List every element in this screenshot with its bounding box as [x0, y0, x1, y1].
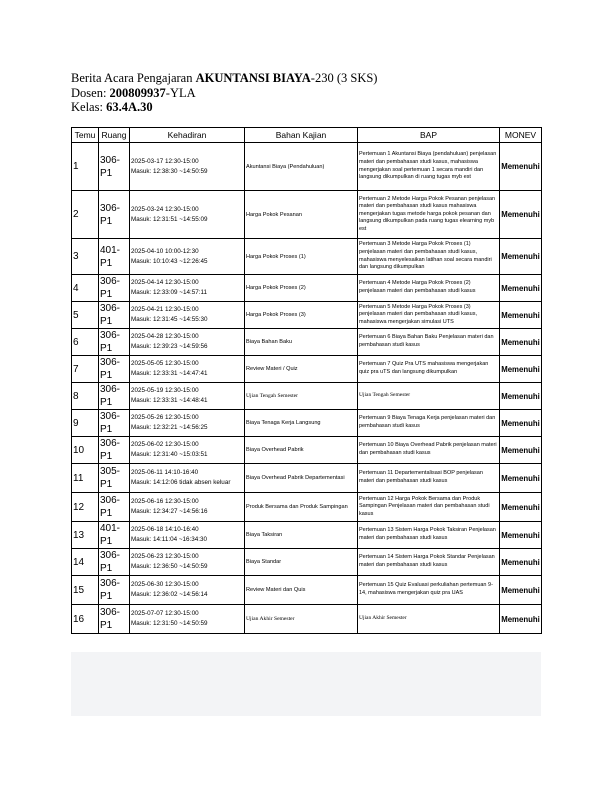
room-cell: 306-P1 — [99, 383, 130, 410]
table-row — [72, 576, 542, 605]
topic-cell: Ujian Tengah Semester — [245, 383, 358, 410]
schedule-time: 2025-03-24 12:30-15:00 — [131, 205, 199, 213]
col-header-bap: BAP — [358, 128, 500, 143]
room-cell: 306-P1 — [99, 275, 130, 302]
room-cell: 306-P1 — [99, 356, 130, 383]
table-row — [72, 410, 542, 437]
topic-cell: Produk Bersama dan Produk Sampingan — [245, 493, 358, 522]
bap-cell: Ujian Tengah Semester — [358, 383, 500, 410]
lecturer-suffix: -YLA — [165, 85, 196, 100]
room-cell: 306-P1 — [99, 576, 130, 605]
attendance-cell — [130, 383, 245, 410]
course-name: AKUNTANSI BIAYA — [195, 71, 311, 85]
check-in-time: Masuk: 12:32:21 ~14:56:25 — [131, 424, 208, 431]
monev-cell: Memenuhi — [500, 383, 542, 410]
schedule-time: 2025-03-17 12:30-15:00 — [131, 157, 199, 165]
meeting-number: 11 — [72, 464, 99, 493]
check-in-time: Masuk: 12:33:31 ~14:47:41 — [131, 370, 208, 377]
class-label: Kelas: — [71, 100, 107, 114]
monev-cell: Memenuhi — [500, 275, 542, 302]
room-cell: 401-P1 — [99, 522, 130, 549]
bap-cell: Pertemuan 14 Sistem Harga Pokok Standar Penjelasan materi dan pembahasan studi kasus — [358, 549, 500, 576]
table-row — [72, 191, 542, 239]
table-row — [72, 329, 542, 356]
check-in-time: Masuk: 12:39:23 ~14:59:56 — [131, 343, 208, 350]
meeting-number: 8 — [72, 383, 99, 410]
schedule-time: 2025-04-14 12:30-15:00 — [131, 279, 199, 286]
bap-cell: Pertemuan 1 Akuntansi Biaya (pendahuluan) penjelasan materi dan pembahasan studi kasus, mahasiswa mengerjakan soal pertemuan 1 secara mandiri dan langsung dikumpulkan di ruang tugas myb est — [358, 143, 500, 191]
check-in-time: Masuk: 14:12:06 tidak absen keluar — [131, 479, 231, 486]
schedule-time: 2025-06-02 12:30-15:00 — [131, 441, 199, 448]
bap-cell: Pertemuan 10 Biaya Overhead Pabrik penjelasan materi dan pembahasan studi kasus — [358, 437, 500, 464]
monev-cell: Memenuhi — [500, 437, 542, 464]
topic-cell: Ujian Akhir Semester — [245, 605, 358, 634]
room-cell: 401-P1 — [99, 239, 130, 275]
topic-cell: Review Materi / Quiz — [245, 356, 358, 383]
col-header-attendance: Kehadiran — [130, 128, 245, 143]
schedule-time: 2025-04-21 12:30-15:00 — [131, 306, 199, 313]
room-cell: 306-P1 — [99, 493, 130, 522]
meeting-number: 14 — [72, 549, 99, 576]
check-in-time: Masuk: 12:36:02 ~14:56:14 — [131, 591, 208, 598]
check-in-time: Masuk: 12:33:09 ~14:57:11 — [131, 289, 208, 296]
room-cell: 305-P1 — [99, 464, 130, 493]
attendance-cell — [130, 493, 245, 522]
table-row — [72, 356, 542, 383]
class-code: 63.4A.30 — [106, 100, 153, 114]
table-row — [72, 143, 542, 191]
monev-cell: Memenuhi — [500, 605, 542, 634]
schedule-time: 2025-06-23 12:30-15:00 — [131, 553, 199, 560]
col-header-meeting: Temu — [72, 128, 99, 143]
meeting-number: 6 — [72, 329, 99, 356]
monev-cell: Memenuhi — [500, 239, 542, 275]
course-suffix: -230 (3 SKS) — [310, 71, 378, 85]
table-row — [72, 605, 542, 634]
table-row — [72, 522, 542, 549]
attendance-cell — [130, 239, 245, 275]
meeting-number: 12 — [72, 493, 99, 522]
topic-cell: Review Materi dan Quis — [245, 576, 358, 605]
lecturer-label: Dosen: — [71, 85, 110, 100]
monev-cell: Memenuhi — [500, 549, 542, 576]
col-header-topic: Bahan Kajian — [245, 128, 358, 143]
table-row — [72, 275, 542, 302]
lecturer-id: 200809937 — [109, 85, 166, 100]
room-cell: 306-P1 — [99, 605, 130, 634]
meeting-number: 4 — [72, 275, 99, 302]
attendance-cell — [130, 329, 245, 356]
room-cell: 306-P1 — [99, 410, 130, 437]
meeting-number: 9 — [72, 410, 99, 437]
meeting-number: 7 — [72, 356, 99, 383]
meeting-number: 3 — [72, 239, 99, 275]
attendance-cell — [130, 356, 245, 383]
monev-cell: Memenuhi — [500, 302, 542, 329]
room-cell: 306-P1 — [99, 329, 130, 356]
monev-cell: Memenuhi — [500, 356, 542, 383]
schedule-time: 2025-05-26 12:30-15:00 — [131, 414, 199, 421]
bap-cell: Ujian Akhir Semester — [358, 605, 500, 634]
check-in-time: Masuk: 12:33:31 ~14:48:41 — [131, 397, 208, 404]
topic-cell: Biaya Tenaga Kerja Langsung — [245, 410, 358, 437]
monev-cell: Memenuhi — [500, 191, 542, 239]
col-header-room: Ruang — [99, 128, 130, 143]
check-in-time: Masuk: 12:31:51 ~14:55:09 — [131, 215, 208, 223]
topic-cell: Harga Pokok Proses (1) — [245, 239, 358, 275]
room-cell: 306-P1 — [99, 302, 130, 329]
monev-cell: Memenuhi — [500, 143, 542, 191]
class-line — [71, 100, 377, 115]
attendance-cell — [130, 437, 245, 464]
topic-cell: Biaya Overhead Pabrik — [245, 437, 358, 464]
schedule-time: 2025-04-10 10:00-12:30 — [131, 247, 199, 255]
monev-cell: Memenuhi — [500, 464, 542, 493]
attendance-cell — [130, 191, 245, 239]
topic-cell: Biaya Bahan Baku — [245, 329, 358, 356]
attendance-cell — [130, 576, 245, 605]
room-cell: 306-P1 — [99, 549, 130, 576]
room-cell: 306-P1 — [99, 191, 130, 239]
check-in-time: Masuk: 12:36:50 ~14:50:59 — [131, 563, 208, 570]
attendance-cell — [130, 464, 245, 493]
bap-cell: Pertemuan 11 Departementalisasi BOP penjelasan materi dan pembahasan studi kasus — [358, 464, 500, 493]
bap-cell: Pertemuan 5 Metode Harga Pokok Proses (3) penjelasan materi dan pembahasan studi kasus, mahasiswa mengerjakan simulasi UTS — [358, 302, 500, 329]
bap-cell: Pertemuan 3 Metode Harga Pokok Proses (1) penjelasan materi dan pembahasan studi kasus, mahasiswa menyelesaikan latihan soal secara mandiri dan langsung dikumpulkan — [358, 239, 500, 275]
check-in-time: Masuk: 10:10:43 ~12:26:45 — [131, 257, 208, 265]
check-in-time: Masuk: 12:31:40 ~15:03:51 — [131, 451, 208, 458]
schedule-time: 2025-05-05 12:30-15:00 — [131, 360, 199, 367]
topic-cell: Akuntansi Biaya (Pendahuluan) — [245, 143, 358, 191]
meeting-number: 2 — [72, 191, 99, 239]
meeting-number: 10 — [72, 437, 99, 464]
topic-cell: Harga Pokok Pesanan — [245, 191, 358, 239]
course-title-line — [71, 71, 377, 86]
table-row — [72, 493, 542, 522]
monev-cell: Memenuhi — [500, 576, 542, 605]
table-header-row — [72, 128, 542, 143]
title-prefix: Berita Acara Pengajaran — [71, 71, 196, 85]
meeting-number: 1 — [72, 143, 99, 191]
schedule-time: 2025-06-30 12:30-15:00 — [131, 581, 199, 588]
table-row — [72, 302, 542, 329]
schedule-time: 2025-06-18 14:10-16:40 — [131, 526, 199, 533]
attendance-cell — [130, 605, 245, 634]
room-cell: 306-P1 — [99, 437, 130, 464]
table-row — [72, 239, 542, 275]
monev-cell: Memenuhi — [500, 329, 542, 356]
check-in-time: Masuk: 12:38:30 ~14:50:59 — [131, 167, 208, 175]
teaching-record-table — [71, 127, 542, 634]
check-in-time: Masuk: 12:31:50 ~14:50:59 — [131, 620, 208, 627]
attendance-cell — [130, 522, 245, 549]
bap-cell: Pertemuan 6 Biaya Bahan Baku Penjelasan materi dan pembahasan studi kasus — [358, 329, 500, 356]
bap-cell: Pertemuan 12 Harga Pokok Bersama dan Produk Sampingan Penjelasan materi dan pembahasan studi kasus — [358, 493, 500, 522]
schedule-time: 2025-04-28 12:30-15:00 — [131, 333, 199, 340]
schedule-time: 2025-07-07 12:30-15:00 — [131, 610, 199, 617]
meeting-number: 13 — [72, 522, 99, 549]
monev-cell: Memenuhi — [500, 493, 542, 522]
check-in-time: Masuk: 12:34:27 ~14:56:16 — [131, 508, 208, 515]
schedule-time: 2025-06-16 12:30-15:00 — [131, 498, 199, 505]
meeting-number: 5 — [72, 302, 99, 329]
topic-cell: Biaya Standar — [245, 549, 358, 576]
footer-blank-area — [71, 652, 541, 716]
attendance-cell — [130, 549, 245, 576]
table-row — [72, 437, 542, 464]
monev-cell: Memenuhi — [500, 522, 542, 549]
topic-cell: Harga Pokok Proses (3) — [245, 302, 358, 329]
schedule-time: 2025-05-19 12:30-15:00 — [131, 387, 199, 394]
col-header-monev: MONEV — [500, 128, 542, 143]
monev-cell: Memenuhi — [500, 410, 542, 437]
bap-cell: Pertemuan 13 Sistem Harga Pokok Taksiran Penjelasan materi dan pembahasan studi kasus — [358, 522, 500, 549]
topic-cell: Harga Pokok Proses (2) — [245, 275, 358, 302]
check-in-time: Masuk: 12:31:45 ~14:55:30 — [131, 316, 208, 323]
topic-cell: Biaya Overhead Pabrik Departementasi — [245, 464, 358, 493]
attendance-cell — [130, 275, 245, 302]
attendance-cell — [130, 302, 245, 329]
bap-cell: Pertemuan 9 Biaya Tenaga Kerja penjelasan materi dan pembahasan studi kasus — [358, 410, 500, 437]
topic-cell: Biaya Taksiran — [245, 522, 358, 549]
bap-cell: Pertemuan 15 Quiz Evaluasi perkuliahan pertemuan 9-14, mahasiswa mengerjakan quiz pra UAS — [358, 576, 500, 605]
meeting-number: 16 — [72, 605, 99, 634]
bap-cell: Pertemuan 7 Quiz Pra UTS mahasiswa mengerjakan quiz pra uTS dan langsung dikumpulkan — [358, 356, 500, 383]
table-row — [72, 383, 542, 410]
bap-cell: Pertemuan 2 Metode Harga Pokok Pesanan penjelasan materi dan pembahasan studi kasus mahasiswa mengerjakan tugas metode harga pokok pesanan dan langsung dikumpulkan pada ruang tugas elearning myb est — [358, 191, 500, 239]
table-row — [72, 464, 542, 493]
room-cell: 306-P1 — [99, 143, 130, 191]
schedule-time: 2025-06-11 14:10-16:40 — [131, 469, 199, 476]
attendance-cell — [130, 143, 245, 191]
bap-cell: Pertemuan 4 Metode Harga Pokok Proses (2) penjelasan materi dan pembahasan studi kasus — [358, 275, 500, 302]
check-in-time: Masuk: 14:11:04 ~16:34:30 — [131, 536, 208, 543]
lecturer-line — [71, 86, 377, 101]
meeting-number: 15 — [72, 576, 99, 605]
attendance-cell — [130, 410, 245, 437]
document-header — [71, 71, 377, 115]
table-row — [72, 549, 542, 576]
